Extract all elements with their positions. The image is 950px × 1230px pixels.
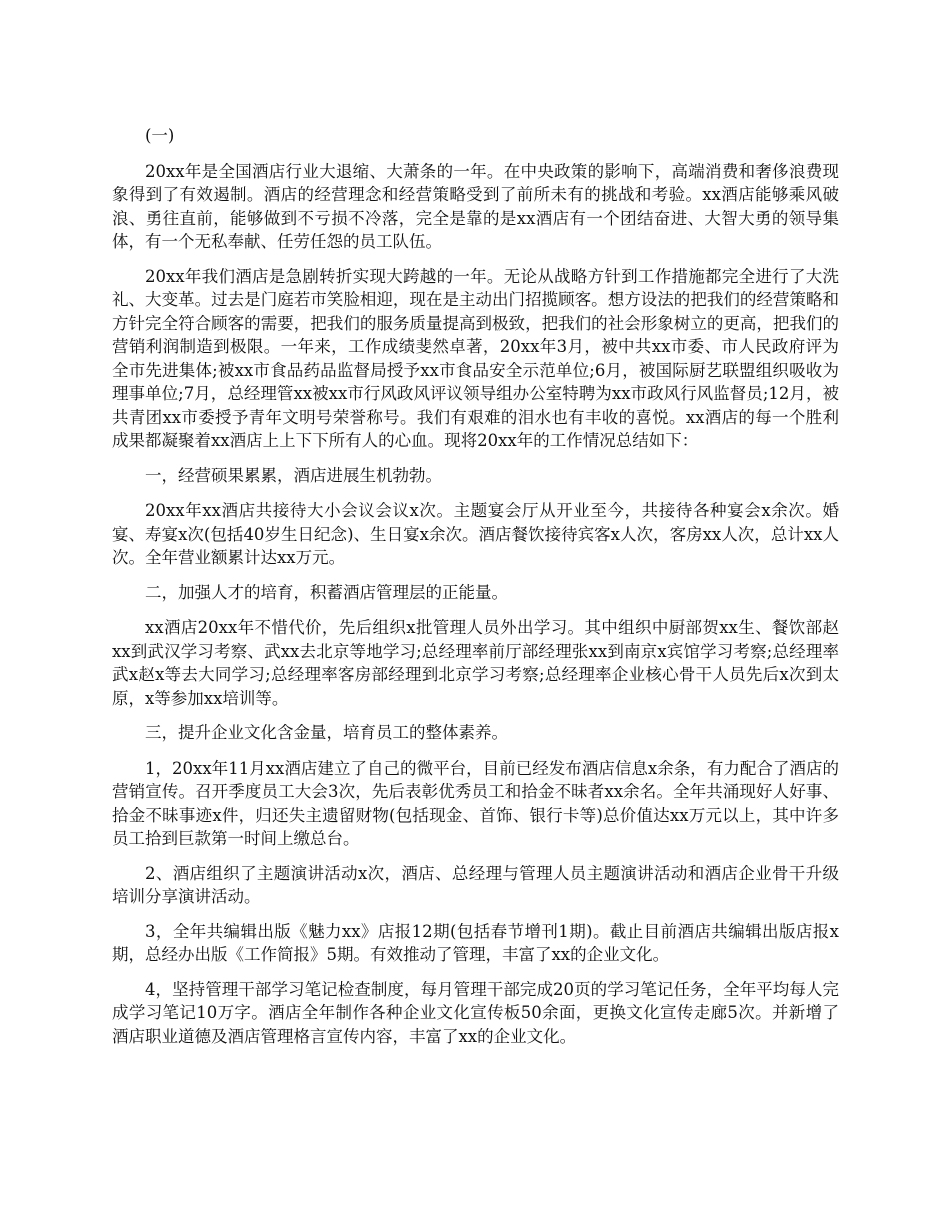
culture-item-1: 1，20xx年11月xx酒店建立了自己的微平台，目前已经发布酒店信息x余条，有力配合了酒店的营销宣传。召开季度员工大会3次，先后表彰优秀员工和拾金不昧者xx余名。全年共涌现好人好事、拾金不昧事迹x件，归还失主遗留财物(包括现金、首饰、银行卡等)总价值达xx万元以上，其中许多员工拾到巨款第一时间上缴总台。 [112,758,839,848]
section-heading-talent: 二，加强人才的培育，积蓄酒店管理层的正能量。 [145,582,508,602]
section-number-heading: (一) [145,126,175,145]
section-heading-culture: 三，提升企业文化含金量，培育员工的整体素养。 [145,723,508,742]
talent-paragraph: xx酒店20xx年不惜代价，先后组织x批管理人员外出学习。其中组织中厨部贺xx生、餐饮部赵xx到武汉学习考察、武xx去北京等地学习;总经理率前厅部经理张xx到南京x宾馆学习考察;总经理率武x赵x等去大同学习;总经理率客房部经理到北京学习考察;总经理率企业核心骨干人员先后x次到太原，x等参加xx培训等。 [112,618,839,708]
section-heading-business: 一，经营硕果累累，酒店进展生机勃勃。 [145,465,442,485]
summary-paragraph: 20xx年我们酒店是急剧转折实现大跨越的一年。无论从战略方针到工作措施都完全进行了大洗礼、大变革。过去是门庭若市笑脸相迎，现在是主动出门招揽顾客。想方设法的把我们的经营策略和方针完全符合顾客的需要，把我们的服务质量提高到极致，把我们的社会形象树立的更高，把我们的营销利润制造到极限。一年来，工作成绩斐然卓著，20xx年3月，被中共xx市委、市人民政府评为全市先进集体;被xx市食品药品监督局授予xx市食品安全示范单位;6月，被国际厨艺联盟组织吸收为理事单位;7月，总经理管xx被xx市行风政风评议领导组办公室特聘为xx市政风行风监督员;12月，被共青团xx市委授予青年文明号荣誉称号。我们有艰难的泪水也有丰收的喜悦。xx酒店的每一个胜利成果都凝聚着xx酒店上上下下所有人的心血。现将20xx年的工作情况总结如下： [112,266,839,450]
intro-paragraph: 20xx年是全国酒店行业大退缩、大萧条的一年。在中央政策的影响下，高端消费和奢侈浪费现象得到了有效遏制。酒店的经营理念和经营策略受到了前所未有的挑战和考验。xx酒店能够乘风破浪、勇往直前，能够做到不亏损不冷落，完全是靠的是xx酒店有一个团结奋进、大智大勇的领导集体，有一个无私奉献、任劳任怨的员工队伍。 [112,161,839,251]
document-body [112,124,839,1059]
business-paragraph: 20xx年xx酒店共接待大小会议会议x次。主题宴会厅从开业至今，共接待各种宴会x余次。婚宴、寿宴x次(包括40岁生日纪念)、生日宴x余次。酒店餐饮接待宾客x人次，客房xx人次，总计xx人次。全年营业额累计达xx万元。 [112,501,839,567]
culture-item-4: 4，坚持管理干部学习笔记检查制度，每月管理干部完成20页的学习笔记任务，全年平均每人完成学习笔记10万字。酒店全年制作各种企业文化宣传板50余面，更换文化宣传走廊5次。并新增了酒店职业道德及酒店管理格言宣传内容，丰富了xx的企业文化。 [112,979,839,1046]
culture-item-2: 2、酒店组织了主题演讲活动x次，酒店、总经理与管理人员主题演讲活动和酒店企业骨干升级培训分享演讲活动。 [112,863,839,906]
culture-item-3: 3，全年共编辑出版《魅力xx》店报12期(包括春节增刊1期)。截止目前酒店共编辑出版店报x期，总经办出版《工作简报》5期。有效推动了管理，丰富了xx的企业文化。 [112,921,839,964]
